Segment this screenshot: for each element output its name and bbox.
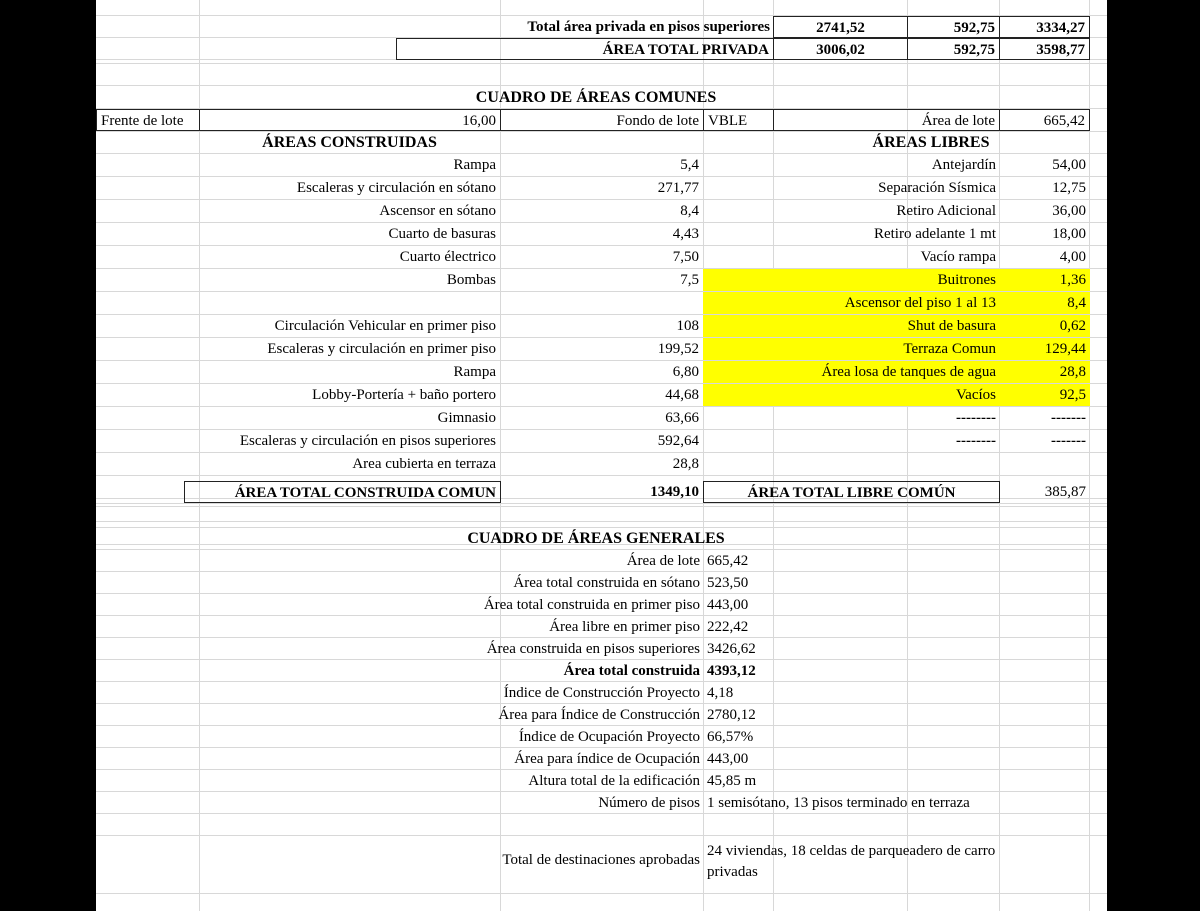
general-area-label[interactable]: Área para índice de Ocupación <box>514 751 700 767</box>
built-area-label[interactable]: Circulación Vehicular en primer piso <box>274 318 496 334</box>
gridline <box>96 85 1107 86</box>
gridline <box>96 506 1107 507</box>
frente-lote-value[interactable]: 16,00 <box>199 109 501 131</box>
free-area-label[interactable]: Buitrones <box>703 269 1000 291</box>
free-area-label[interactable]: Retiro Adicional <box>896 203 996 219</box>
free-area-label[interactable]: Ascensor del piso 1 al 13 <box>703 292 1000 314</box>
free-area-value[interactable]: 54,00 <box>1052 157 1086 173</box>
free-area-value[interactable]: 36,00 <box>1052 203 1086 219</box>
built-area-label[interactable]: Rampa <box>453 364 496 380</box>
general-area-value[interactable]: 45,85 m <box>707 773 757 789</box>
general-area-label[interactable]: Área libre en primer piso <box>549 619 700 635</box>
free-area-value[interactable]: 12,75 <box>1052 180 1086 196</box>
frente-lote-label[interactable]: Frente de lote <box>96 109 200 131</box>
general-area-label[interactable]: Número de pisos <box>598 795 700 811</box>
built-area-label[interactable]: Escaleras y circulación en primer piso <box>267 341 496 357</box>
built-area-label[interactable]: Escaleras y circulación en sótano <box>296 180 496 196</box>
upper-floors-private-v2[interactable]: 592,75 <box>907 16 1000 38</box>
free-area-value[interactable]: 129,44 <box>999 338 1090 360</box>
free-area-label[interactable]: -------- <box>956 410 996 426</box>
free-area-value[interactable]: 4,00 <box>1059 249 1086 265</box>
general-area-label[interactable]: Área total construida <box>563 663 700 679</box>
gridline <box>96 521 1107 522</box>
free-area-label[interactable]: Área losa de tanques de agua <box>703 361 1000 383</box>
general-area-value[interactable]: 3426,62 <box>707 641 756 657</box>
built-area-value[interactable]: 6,80 <box>672 364 699 380</box>
free-areas-header[interactable]: ÁREAS LIBRES <box>872 134 990 151</box>
total-private-v1[interactable]: 3006,02 <box>773 38 908 60</box>
free-area-label[interactable]: Vacío rampa <box>920 249 996 265</box>
free-area-value[interactable]: ------- <box>1051 410 1086 426</box>
built-area-label[interactable] <box>199 292 500 314</box>
fondo-lote-label[interactable]: Fondo de lote <box>500 109 704 131</box>
general-area-label[interactable]: Área para Índice de Construcción <box>498 707 700 723</box>
total-private-v3[interactable]: 3598,77 <box>999 38 1090 60</box>
general-area-value[interactable]: 222,42 <box>707 619 749 635</box>
general-area-label[interactable]: Área total construida en primer piso <box>483 597 700 613</box>
built-area-value[interactable]: 5,4 <box>680 157 699 173</box>
general-area-label[interactable]: Área total construida en sótano <box>513 575 700 591</box>
free-area-label[interactable]: Vacíos <box>703 384 1000 406</box>
free-area-label[interactable]: Retiro adelante 1 mt <box>873 226 996 242</box>
built-area-value[interactable]: 44,68 <box>665 387 699 403</box>
general-areas-title[interactable]: CUADRO DE ÁREAS GENERALES <box>467 530 725 547</box>
general-area-value[interactable]: 66,57% <box>707 729 754 745</box>
built-areas-header[interactable]: ÁREAS CONSTRUIDAS <box>262 134 437 151</box>
built-area-value[interactable]: 592,64 <box>657 433 699 449</box>
general-area-value[interactable]: 665,42 <box>707 553 749 569</box>
fondo-lote-value[interactable]: VBLE <box>703 109 774 131</box>
gridline <box>96 63 1107 64</box>
general-area-value[interactable]: 443,00 <box>707 751 749 767</box>
free-area-value[interactable]: 18,00 <box>1052 226 1086 242</box>
built-area-value[interactable]: 8,4 <box>680 203 699 219</box>
general-area-label[interactable]: Área de lote <box>626 553 700 569</box>
general-area-label[interactable]: Altura total de la edificación <box>528 773 700 789</box>
built-area-value[interactable]: 7,50 <box>672 249 699 265</box>
free-area-label[interactable]: Separación Sísmica <box>878 180 996 196</box>
built-area-value[interactable]: 4,43 <box>672 226 699 242</box>
total-free-common-label[interactable]: ÁREA TOTAL LIBRE COMÚN <box>703 481 1000 503</box>
built-area-label[interactable]: Area cubierta en terraza <box>352 456 496 472</box>
destinations-label[interactable]: Total de destinaciones aprobadas <box>502 852 700 868</box>
free-area-label[interactable]: Terraza Comun <box>703 338 1000 360</box>
general-area-value[interactable]: 1 semisótano, 13 pisos terminado en terraza <box>707 795 970 811</box>
area-lote-label[interactable]: Área de lote <box>773 109 1000 131</box>
built-area-label[interactable]: Gimnasio <box>437 410 496 426</box>
upper-floors-private-label[interactable]: Total área privada en pisos superiores <box>527 19 770 35</box>
built-area-value[interactable]: 199,52 <box>657 341 699 357</box>
gridline <box>96 503 1107 504</box>
free-area-value[interactable]: 92,5 <box>999 384 1090 406</box>
general-area-value[interactable]: 4393,12 <box>707 663 756 679</box>
free-area-label[interactable]: Shut de basura <box>703 315 1000 337</box>
total-built-common-label[interactable]: ÁREA TOTAL CONSTRUIDA COMUN <box>184 481 501 503</box>
built-area-label[interactable]: Cuarto de basuras <box>388 226 496 242</box>
gridline <box>96 475 1107 476</box>
free-area-value[interactable]: 8,4 <box>999 292 1090 314</box>
upper-floors-private-v3[interactable]: 3334,27 <box>999 16 1090 38</box>
spreadsheet-sheet <box>96 0 1107 911</box>
built-area-value[interactable]: 28,8 <box>672 456 699 472</box>
built-area-value[interactable]: 108 <box>676 318 699 334</box>
destinations-line-2[interactable]: privadas <box>707 864 758 880</box>
built-area-label[interactable]: Ascensor en sótano <box>379 203 496 219</box>
free-area-value[interactable]: 28,8 <box>999 361 1090 383</box>
general-area-label[interactable]: Índice de Construcción Proyecto <box>503 685 700 701</box>
built-area-label[interactable]: Escaleras y circulación en pisos superiores <box>239 433 496 449</box>
area-lote-value[interactable]: 665,42 <box>999 109 1090 131</box>
built-area-value[interactable]: 271,77 <box>657 180 699 196</box>
free-area-label[interactable]: Antejardín <box>931 157 996 173</box>
built-area-label[interactable]: Cuarto électrico <box>399 249 496 265</box>
built-area-label[interactable]: Lobby-Portería + baño portero <box>312 387 496 403</box>
built-area-value[interactable]: 63,66 <box>665 410 699 426</box>
destinations-line-1[interactable]: 24 viviendas, 18 celdas de parqueadero de carro <box>707 843 996 859</box>
upper-floors-private-v1[interactable]: 2741,52 <box>773 16 908 38</box>
general-area-value[interactable]: 443,00 <box>707 597 749 613</box>
gridline <box>96 893 1107 894</box>
built-area-label[interactable]: Rampa <box>453 157 496 173</box>
common-areas-title[interactable]: CUADRO DE ÁREAS COMUNES <box>475 89 717 106</box>
free-area-value[interactable]: ------- <box>1051 433 1086 449</box>
free-area-value[interactable]: 1,36 <box>999 269 1090 291</box>
built-area-label[interactable]: Bombas <box>446 272 496 288</box>
free-area-label[interactable]: -------- <box>956 433 996 449</box>
total-free-common-value[interactable]: 385,87 <box>1044 484 1086 500</box>
total-private-label[interactable]: ÁREA TOTAL PRIVADA <box>396 38 774 60</box>
general-area-value[interactable]: 523,50 <box>707 575 749 591</box>
total-built-common-value[interactable]: 1349,10 <box>650 484 699 500</box>
general-area-value[interactable]: 4,18 <box>707 685 734 701</box>
general-area-label[interactable]: Índice de Ocupación Proyecto <box>518 729 700 745</box>
built-area-value[interactable] <box>500 292 703 314</box>
free-area-value[interactable]: 0,62 <box>999 315 1090 337</box>
total-private-v2[interactable]: 592,75 <box>907 38 1000 60</box>
built-area-value[interactable]: 7,5 <box>680 272 699 288</box>
general-area-label[interactable]: Área construida en pisos superiores <box>486 641 700 657</box>
general-area-value[interactable]: 2780,12 <box>707 707 756 723</box>
